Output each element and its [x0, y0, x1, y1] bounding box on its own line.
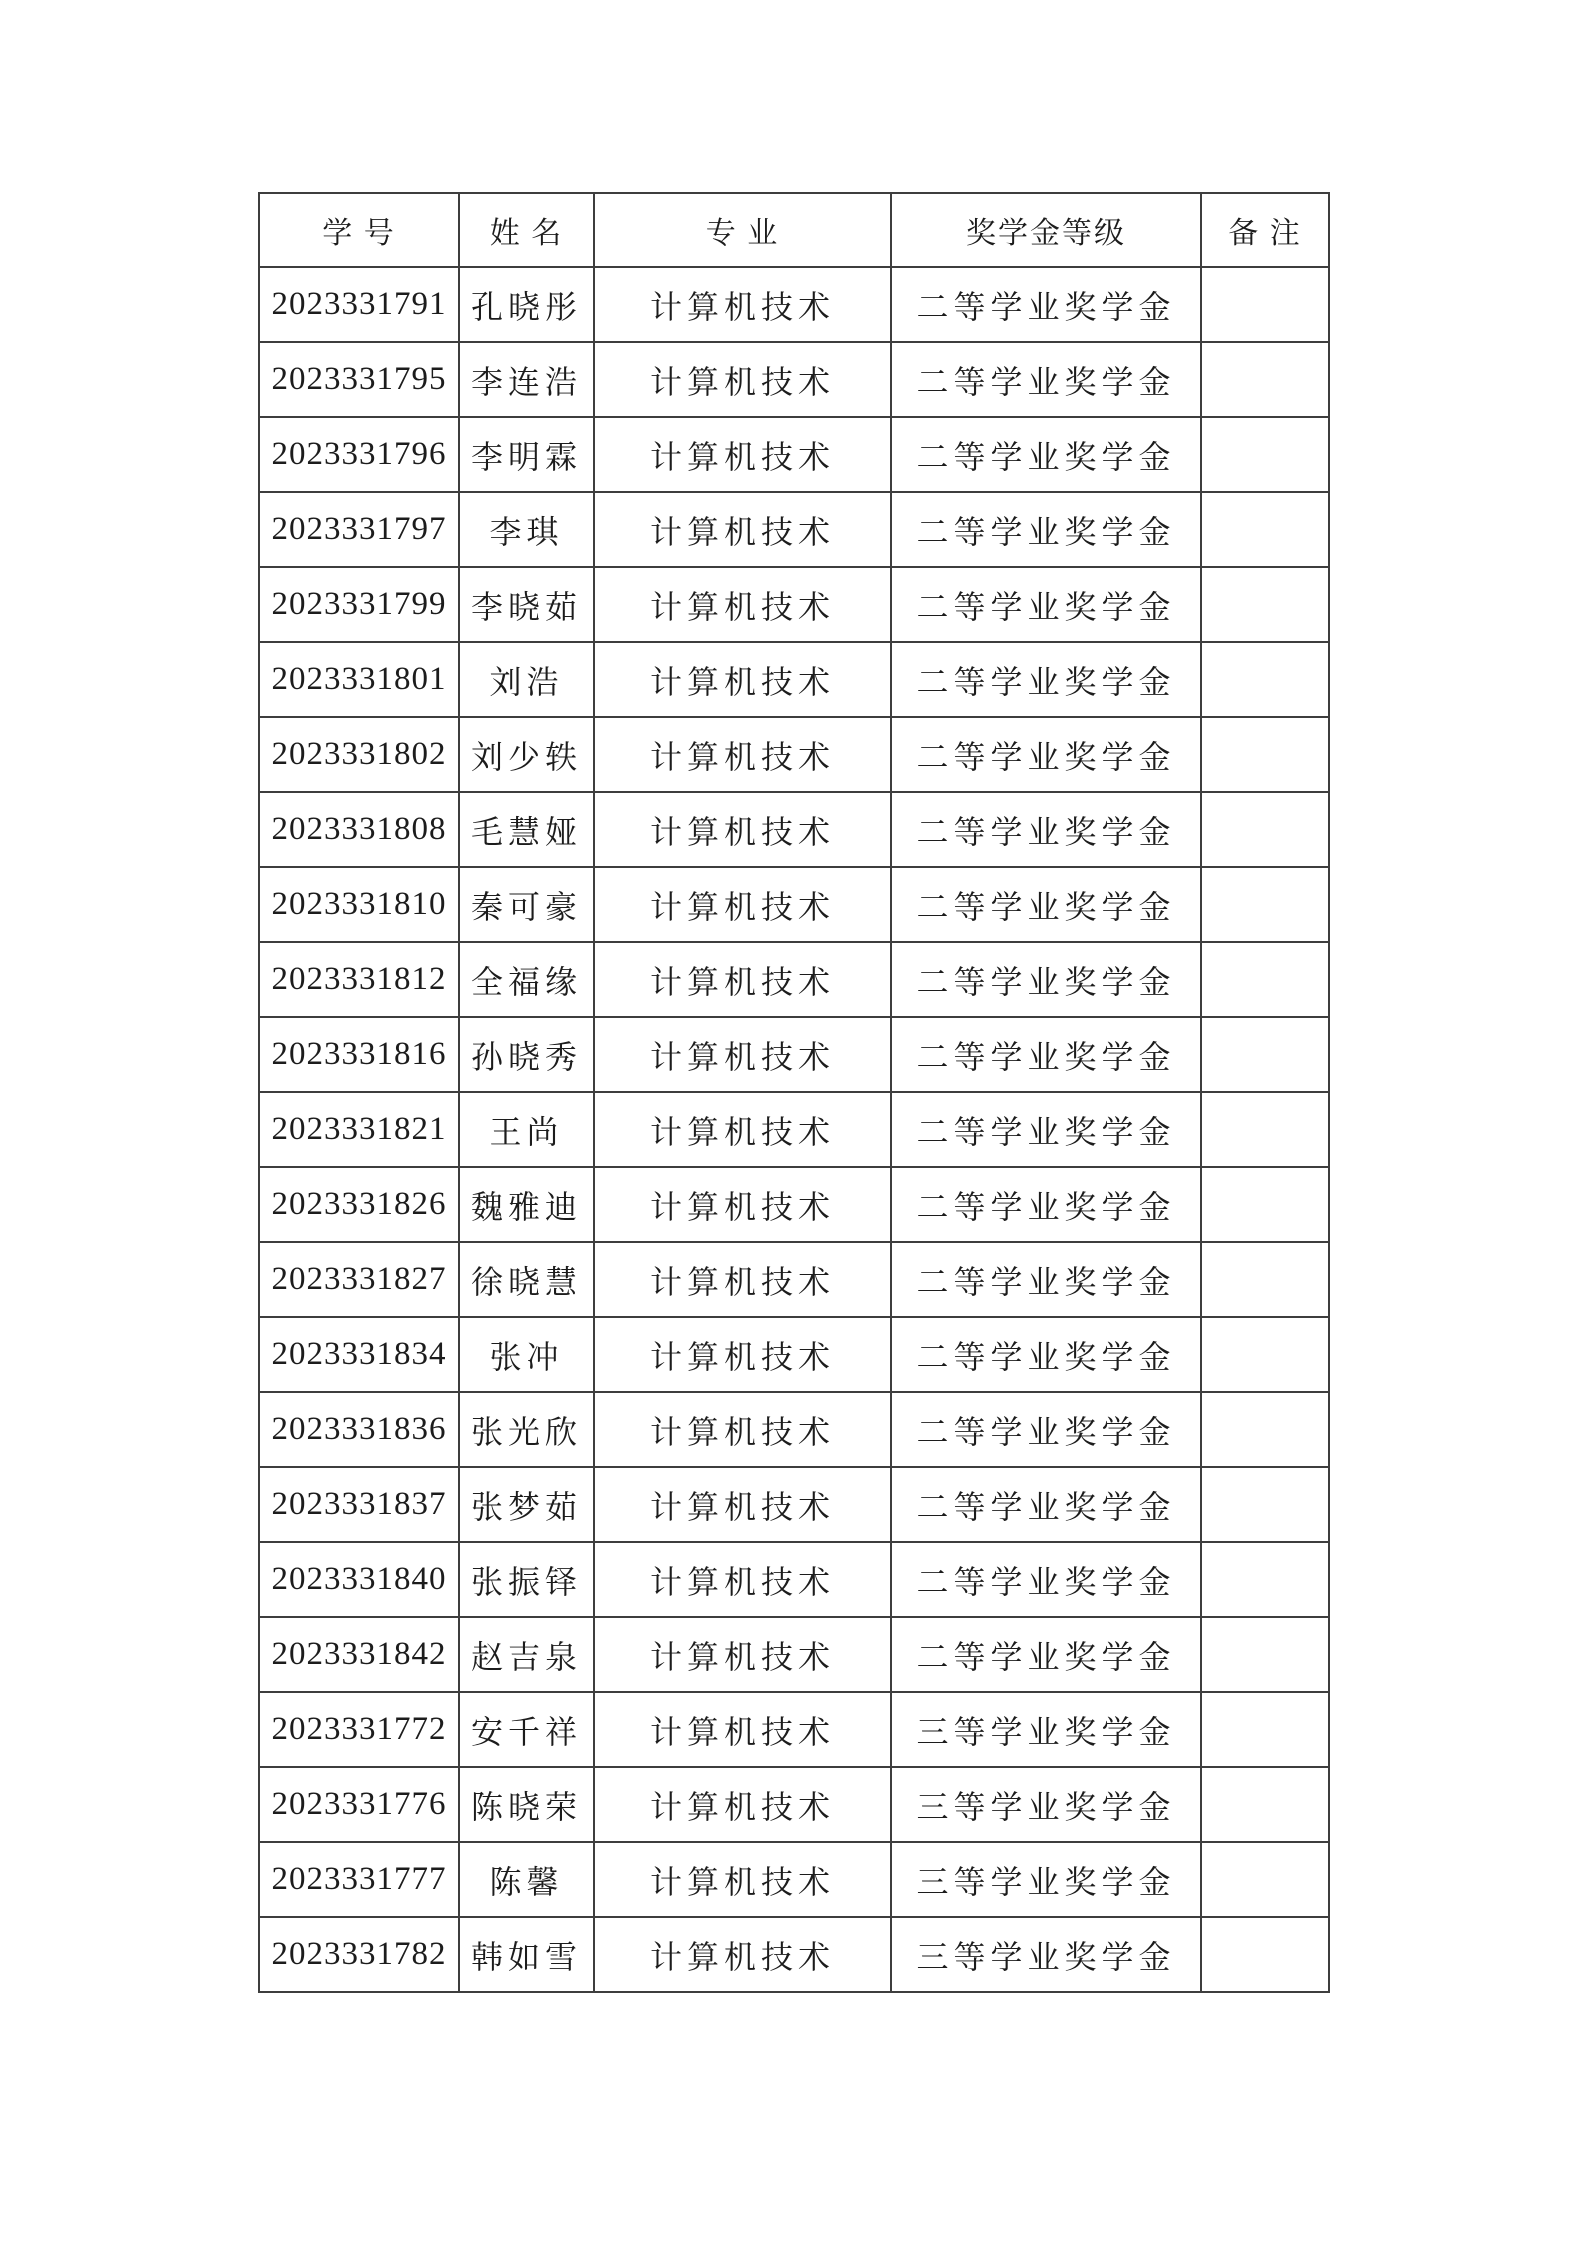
award-cell: 三等学业奖学金: [891, 1842, 1201, 1917]
note-cell: [1201, 642, 1329, 717]
note-cell: [1201, 867, 1329, 942]
name-cell: 赵吉泉: [459, 1617, 594, 1692]
note-cell: [1201, 567, 1329, 642]
major-cell: 计算机技术: [594, 867, 891, 942]
award-cell: 二等学业奖学金: [891, 1317, 1201, 1392]
award-cell: 二等学业奖学金: [891, 1167, 1201, 1242]
major-cell: 计算机技术: [594, 1617, 891, 1692]
table-row: [259, 567, 1329, 642]
header-student-id: 学 号: [259, 193, 459, 267]
note-cell: [1201, 1242, 1329, 1317]
student-id-cell: 2023331776: [259, 1767, 459, 1842]
header-major: 专 业: [594, 193, 891, 267]
award-cell: 二等学业奖学金: [891, 342, 1201, 417]
major-cell: 计算机技术: [594, 1842, 891, 1917]
name-cell: 王尚: [459, 1092, 594, 1167]
student-id-cell: 2023331799: [259, 567, 459, 642]
table-row: [259, 867, 1329, 942]
note-cell: [1201, 1692, 1329, 1767]
name-cell: 安千祥: [459, 1692, 594, 1767]
note-cell: [1201, 342, 1329, 417]
major-cell: 计算机技术: [594, 792, 891, 867]
name-cell: 秦可豪: [459, 867, 594, 942]
note-cell: [1201, 1092, 1329, 1167]
award-cell: 二等学业奖学金: [891, 1242, 1201, 1317]
table-row: [259, 1542, 1329, 1617]
table-row: [259, 1767, 1329, 1842]
student-id-cell: 2023331797: [259, 492, 459, 567]
table-row: [259, 1467, 1329, 1542]
name-cell: 张梦茹: [459, 1467, 594, 1542]
award-cell: 二等学业奖学金: [891, 1542, 1201, 1617]
name-cell: 张冲: [459, 1317, 594, 1392]
table-row: [259, 1317, 1329, 1392]
major-cell: 计算机技术: [594, 1017, 891, 1092]
award-cell: 二等学业奖学金: [891, 717, 1201, 792]
table-row: [259, 1167, 1329, 1242]
student-id-cell: 2023331840: [259, 1542, 459, 1617]
major-cell: 计算机技术: [594, 1242, 891, 1317]
scholarship-table: [258, 192, 1330, 1993]
name-cell: 李晓茹: [459, 567, 594, 642]
note-cell: [1201, 492, 1329, 567]
table-row: [259, 1842, 1329, 1917]
name-cell: 李连浩: [459, 342, 594, 417]
note-cell: [1201, 1317, 1329, 1392]
note-cell: [1201, 1017, 1329, 1092]
student-id-cell: 2023331791: [259, 267, 459, 342]
table-row: [259, 417, 1329, 492]
note-cell: [1201, 1917, 1329, 1992]
major-cell: 计算机技术: [594, 942, 891, 1017]
note-cell: [1201, 267, 1329, 342]
major-cell: 计算机技术: [594, 1467, 891, 1542]
award-cell: 二等学业奖学金: [891, 1092, 1201, 1167]
table-row: [259, 717, 1329, 792]
header-row: [259, 193, 1329, 267]
name-cell: 陈晓荣: [459, 1767, 594, 1842]
major-cell: 计算机技术: [594, 1167, 891, 1242]
award-cell: 三等学业奖学金: [891, 1692, 1201, 1767]
table-row: [259, 942, 1329, 1017]
name-cell: 毛慧娅: [459, 792, 594, 867]
header-name: 姓 名: [459, 193, 594, 267]
student-id-cell: 2023331796: [259, 417, 459, 492]
note-cell: [1201, 1767, 1329, 1842]
name-cell: 徐晓慧: [459, 1242, 594, 1317]
note-cell: [1201, 1392, 1329, 1467]
student-id-cell: 2023331826: [259, 1167, 459, 1242]
note-cell: [1201, 792, 1329, 867]
table-row: [259, 1692, 1329, 1767]
table-row: [259, 792, 1329, 867]
name-cell: 全福缘: [459, 942, 594, 1017]
student-id-cell: 2023331802: [259, 717, 459, 792]
major-cell: 计算机技术: [594, 1542, 891, 1617]
award-cell: 二等学业奖学金: [891, 642, 1201, 717]
note-cell: [1201, 1467, 1329, 1542]
name-cell: 孙晓秀: [459, 1017, 594, 1092]
award-cell: 二等学业奖学金: [891, 1617, 1201, 1692]
major-cell: 计算机技术: [594, 417, 891, 492]
award-cell: 二等学业奖学金: [891, 567, 1201, 642]
student-id-cell: 2023331808: [259, 792, 459, 867]
award-cell: 二等学业奖学金: [891, 792, 1201, 867]
table-row: [259, 342, 1329, 417]
table-row: [259, 642, 1329, 717]
major-cell: 计算机技术: [594, 717, 891, 792]
student-id-cell: 2023331834: [259, 1317, 459, 1392]
award-cell: 三等学业奖学金: [891, 1917, 1201, 1992]
major-cell: 计算机技术: [594, 492, 891, 567]
student-id-cell: 2023331782: [259, 1917, 459, 1992]
award-cell: 二等学业奖学金: [891, 492, 1201, 567]
note-cell: [1201, 1167, 1329, 1242]
name-cell: 李明霖: [459, 417, 594, 492]
note-cell: [1201, 942, 1329, 1017]
name-cell: 韩如雪: [459, 1917, 594, 1992]
name-cell: 刘少轶: [459, 717, 594, 792]
major-cell: 计算机技术: [594, 1392, 891, 1467]
award-cell: 二等学业奖学金: [891, 1017, 1201, 1092]
table-row: [259, 1617, 1329, 1692]
award-cell: 二等学业奖学金: [891, 1392, 1201, 1467]
award-cell: 二等学业奖学金: [891, 942, 1201, 1017]
table-row: [259, 492, 1329, 567]
student-id-cell: 2023331810: [259, 867, 459, 942]
note-cell: [1201, 1842, 1329, 1917]
note-cell: [1201, 1617, 1329, 1692]
table-row: [259, 1392, 1329, 1467]
major-cell: 计算机技术: [594, 342, 891, 417]
student-id-cell: 2023331812: [259, 942, 459, 1017]
major-cell: 计算机技术: [594, 1767, 891, 1842]
student-id-cell: 2023331842: [259, 1617, 459, 1692]
table-row: [259, 267, 1329, 342]
table-row: [259, 1092, 1329, 1167]
name-cell: 孔晓彤: [459, 267, 594, 342]
major-cell: 计算机技术: [594, 1917, 891, 1992]
table-body: [259, 267, 1329, 1992]
award-cell: 二等学业奖学金: [891, 417, 1201, 492]
table-row: [259, 1242, 1329, 1317]
student-id-cell: 2023331772: [259, 1692, 459, 1767]
student-id-cell: 2023331777: [259, 1842, 459, 1917]
table-row: [259, 1017, 1329, 1092]
note-cell: [1201, 417, 1329, 492]
name-cell: 魏雅迪: [459, 1167, 594, 1242]
award-cell: 二等学业奖学金: [891, 1467, 1201, 1542]
name-cell: 刘浩: [459, 642, 594, 717]
student-id-cell: 2023331801: [259, 642, 459, 717]
table-row: [259, 1917, 1329, 1992]
student-id-cell: 2023331821: [259, 1092, 459, 1167]
header-award-level: 奖学金等级: [891, 193, 1201, 267]
student-id-cell: 2023331816: [259, 1017, 459, 1092]
note-cell: [1201, 717, 1329, 792]
major-cell: 计算机技术: [594, 1317, 891, 1392]
student-id-cell: 2023331827: [259, 1242, 459, 1317]
award-cell: 二等学业奖学金: [891, 267, 1201, 342]
student-id-cell: 2023331795: [259, 342, 459, 417]
award-cell: 二等学业奖学金: [891, 867, 1201, 942]
header-note: 备 注: [1201, 193, 1329, 267]
note-cell: [1201, 1542, 1329, 1617]
student-id-cell: 2023331837: [259, 1467, 459, 1542]
name-cell: 李琪: [459, 492, 594, 567]
major-cell: 计算机技术: [594, 267, 891, 342]
name-cell: 陈馨: [459, 1842, 594, 1917]
name-cell: 张光欣: [459, 1392, 594, 1467]
major-cell: 计算机技术: [594, 642, 891, 717]
name-cell: 张振铎: [459, 1542, 594, 1617]
award-cell: 三等学业奖学金: [891, 1767, 1201, 1842]
student-id-cell: 2023331836: [259, 1392, 459, 1467]
major-cell: 计算机技术: [594, 1092, 891, 1167]
major-cell: 计算机技术: [594, 1692, 891, 1767]
major-cell: 计算机技术: [594, 567, 891, 642]
